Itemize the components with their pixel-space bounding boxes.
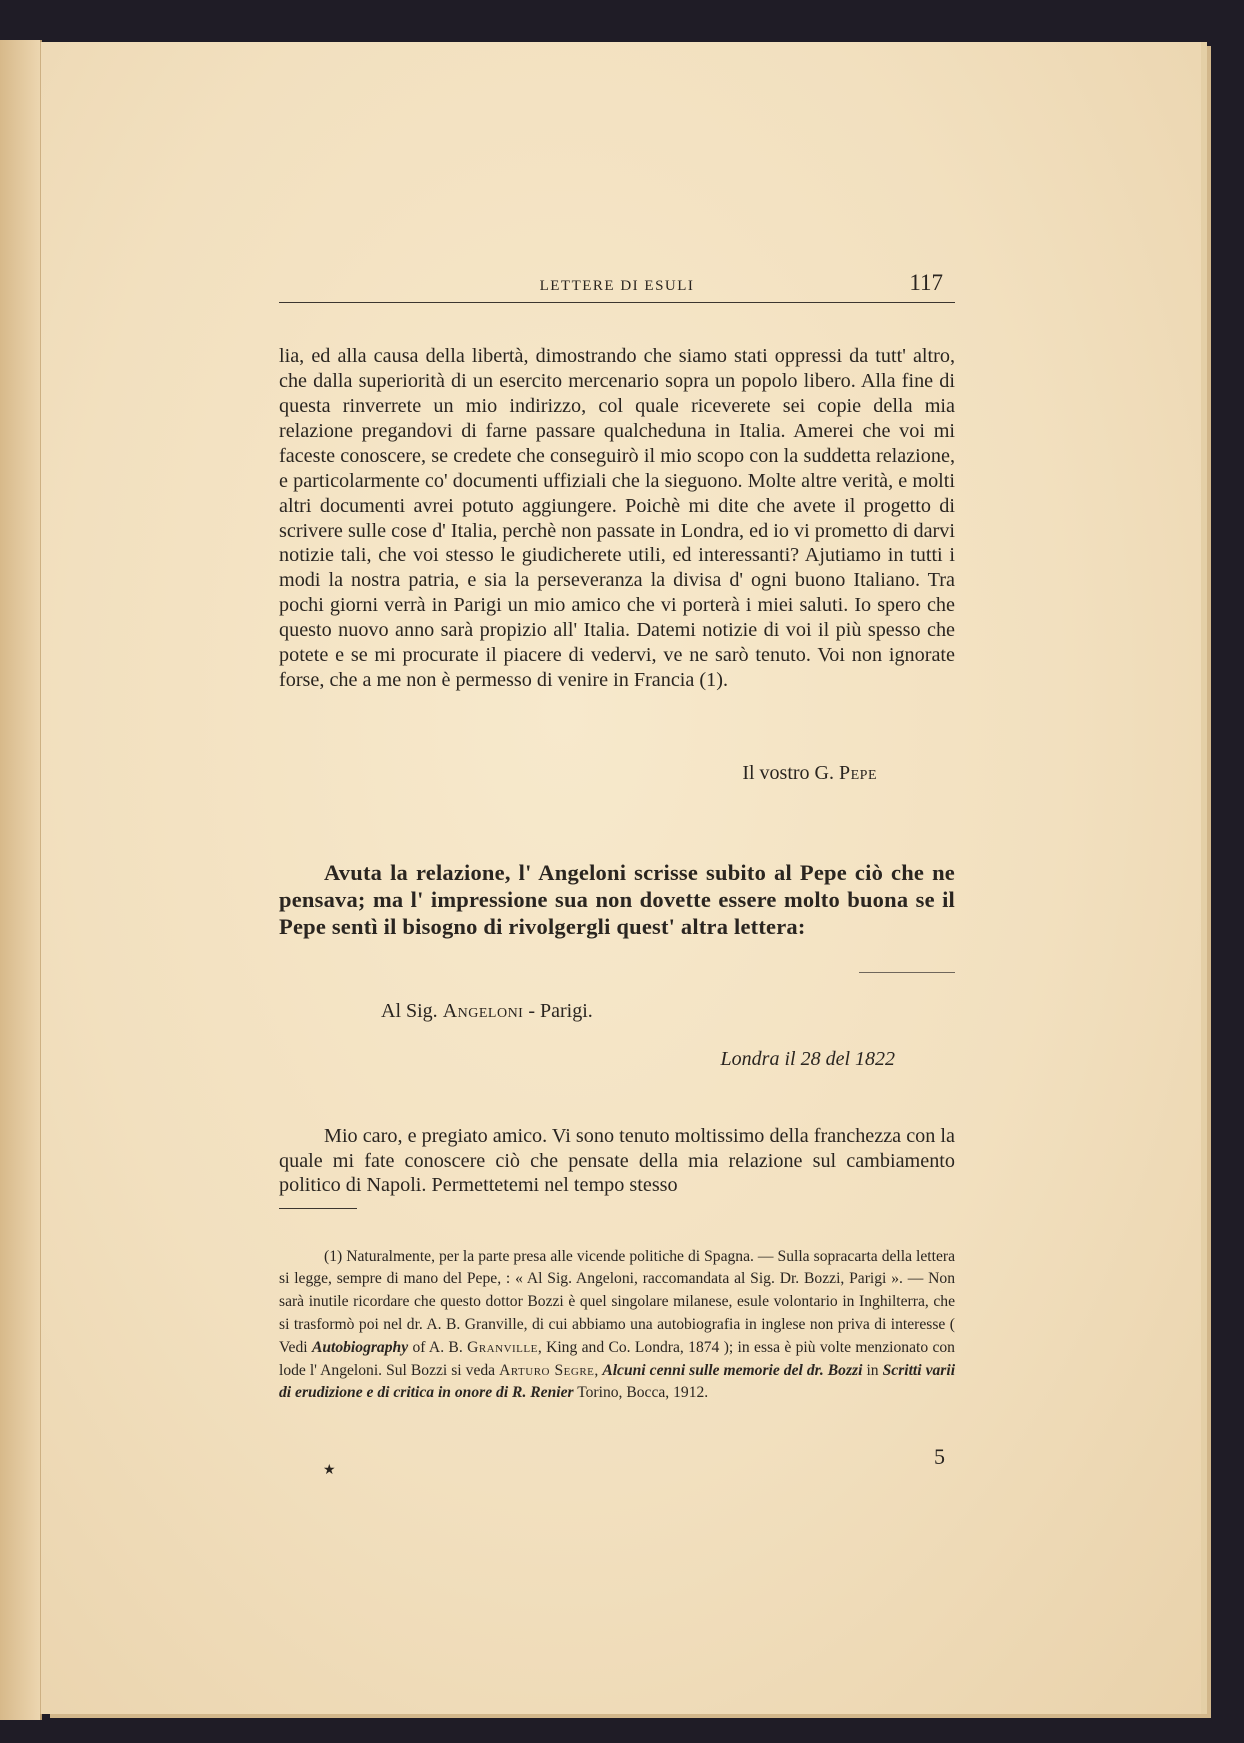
signature-prefix: Il vostro G. <box>742 762 834 784</box>
gathering-signature-number: 5 <box>934 1444 945 1469</box>
addressee-prefix: Al Sig. <box>381 1000 438 1022</box>
footnote-divider <box>279 1208 357 1209</box>
book-page <box>40 42 1201 1714</box>
footnote-number: (1) <box>324 1247 343 1265</box>
addressee-place: - Parigi. <box>528 1000 593 1022</box>
footnote-text-1: Naturalmente, per la parte presa alle vicende politiche di Spagna. — Sulla sopracarta della lettera si legge, sempre di mano del Pepe, : « Al Sig. Angeloni, raccomandata al Sig. Dr. Bozzi, Parigi ». — Non sarà inutile ricordare che questo dottor Bozzi è quel singolare milanese, esule volontario in Inghilterra, che si trasformò poi nel dr. A. B. Granville, di cui abbiamo una autobiografia in inglese non priva di interesse ( Vedi <box>279 1247 955 1356</box>
footnote-book-title: Autobiography <box>311 1338 409 1356</box>
page-header <box>279 266 955 303</box>
footnote <box>279 1246 955 1406</box>
footnote-text-4: , <box>594 1361 599 1379</box>
footnote-cited-author: Arturo Segre <box>499 1361 595 1379</box>
footnote-author-name: Granville <box>467 1338 538 1356</box>
letter-opening-paragraph: Mio caro, e pregiato amico. Vi sono tenuto moltissimo della franchezza con la quale mi fate conoscere ciò che pensate della mia relazione sul cambiamento politico di Napoli. Permettetemi nel tempo stesso <box>279 1125 955 1197</box>
footnote-text-2: of A. B. <box>412 1338 463 1356</box>
footnote-text-6: Torino, Bocca, 1912. <box>577 1384 709 1402</box>
footnote-text-5: in <box>866 1361 879 1379</box>
page-number: 117 <box>909 270 943 295</box>
star-mark: ★ <box>323 1463 336 1478</box>
running-title: LETTERE DI ESULI <box>539 278 695 294</box>
section-divider <box>859 972 955 973</box>
footnote-text-3: , King and Co. Londra, 1874 ); in essa è più volte menzionato con lode l' Angeloni. Sul Bozzi si veda <box>279 1338 955 1379</box>
letter-dateline: Londra il 28 del 1822 <box>720 1048 895 1070</box>
facing-page-edge <box>0 40 42 1720</box>
signature-name: Pepe <box>838 762 877 784</box>
footnote-collection-title: Scritti varii di erudizione e di critica in onore di R. Renier <box>279 1361 956 1402</box>
letter-signature <box>742 762 877 785</box>
letter-addressee <box>381 1000 593 1023</box>
addressee-name: Angeloni <box>442 1000 524 1022</box>
letter-body-paragraph: lia, ed alla causa della libertà, dimostrando che siamo stati oppressi da tutt' altro, che dalla superiorità di un esercito mercenario sopra un popolo libero. Alla fine di questa rinverrete un mio indirizzo, col quale riceverete sei copie della mia relazione pregandovi di farne passare qualcheduna in Italia. Amerei che voi mi faceste conoscere, se credete che conseguirò il mio scopo con la suddetta relazione, e particolarmente co' documenti uffiziali che la sieguono. Molte altre verità, e molti altri documenti avrei potuto aggiungere. Poichè mi dite che avete il progetto di scrivere sulle cose d' Italia, perchè non passate in Londra, ed io vi prometto di darvi notizie tali, che voi stesso le giudicherete utili, ed interessanti? Ajutiamo in tutti i modi la nostra patria, e sia la perseveranza la divisa d' ogni buono Italiano. Tra pochi giorni verrà in Parigi un mio amico che vi porterà i miei saluti. Io spero che questo nuovo anno sarà propizio all' Italia. Datemi notizie di voi il più spesso che potete e se mi procurate il piacere di vedervi, ve ne sarò tenuto. Voi non ignorate forse, che a me non è permesso di venire in Francia (1). <box>279 345 955 691</box>
commentary-paragraph: Avuta la relazione, l' Angeloni scrisse subito al Pepe ciò che ne pensava; ma l' impressione sua non dovette essere molto buona se il Pepe sentì il bisogno di rivolgergli quest' altra lettera: <box>279 859 955 939</box>
footnote-article-title: Alcuni cenni sulle memorie del dr. Bozzi <box>602 1361 863 1379</box>
